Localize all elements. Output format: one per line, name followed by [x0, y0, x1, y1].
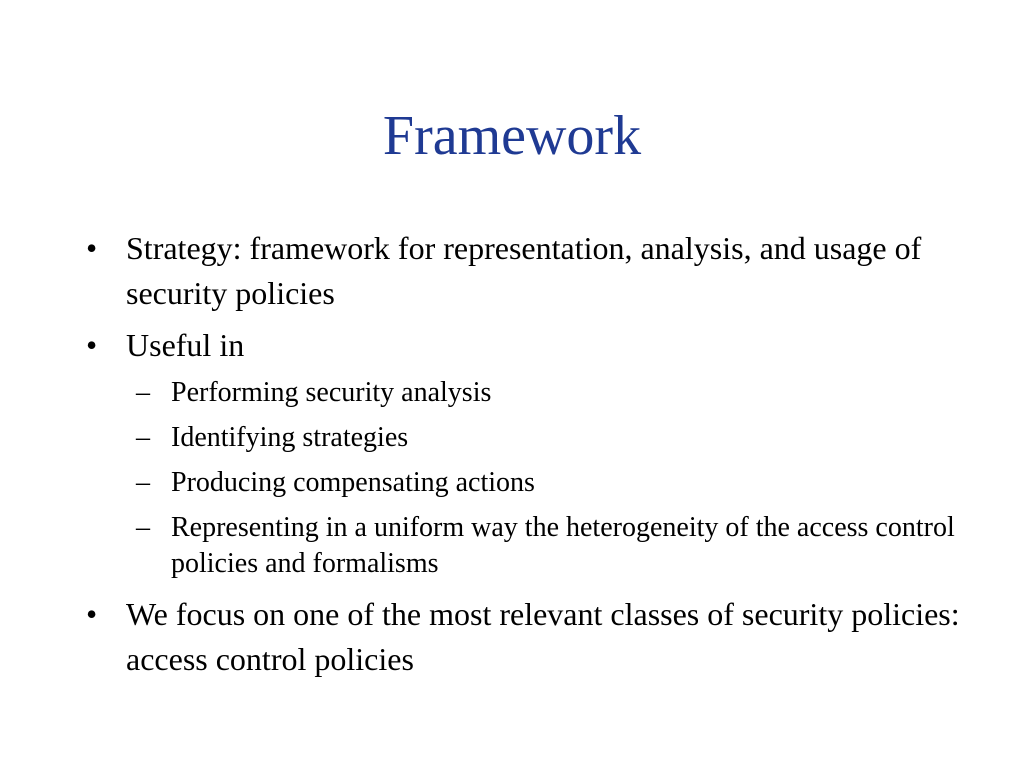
- bullet-item-focus: [86, 592, 966, 682]
- bullet-text: We focus on one of the most relevant classes of security policies: access control policies: [126, 596, 960, 677]
- sub-bullet-marker: –: [136, 377, 150, 408]
- slide-content: [86, 226, 966, 689]
- sub-bullet-item: [86, 465, 966, 501]
- bullet-marker: •: [86, 230, 98, 266]
- sub-bullet-item: [86, 375, 966, 411]
- sub-bullet-text: Producing compensating actions: [171, 467, 535, 498]
- bullet-item-strategy: [86, 226, 966, 316]
- sub-bullet-text: Performing security analysis: [171, 377, 492, 408]
- bullet-marker: •: [86, 596, 98, 632]
- sub-bullet-marker: –: [136, 467, 150, 498]
- bullet-marker: •: [86, 327, 98, 363]
- sub-bullet-list: [86, 375, 966, 582]
- sub-bullet-item: [86, 510, 966, 582]
- slide-title: Framework: [382, 105, 642, 167]
- sub-bullet-item: [86, 420, 966, 456]
- bullet-item-useful-in: [86, 323, 966, 368]
- sub-bullet-text: Identifying strategies: [171, 422, 409, 453]
- sub-bullet-marker: –: [136, 512, 150, 543]
- sub-bullet-marker: –: [136, 422, 150, 453]
- bullet-text: Strategy: framework for representation, analysis, and usage of security policies: [126, 230, 922, 311]
- bullet-text: Useful in: [126, 327, 245, 363]
- sub-bullet-text: Representing in a uniform way the heterogeneity of the access control policies and formalisms: [171, 512, 955, 579]
